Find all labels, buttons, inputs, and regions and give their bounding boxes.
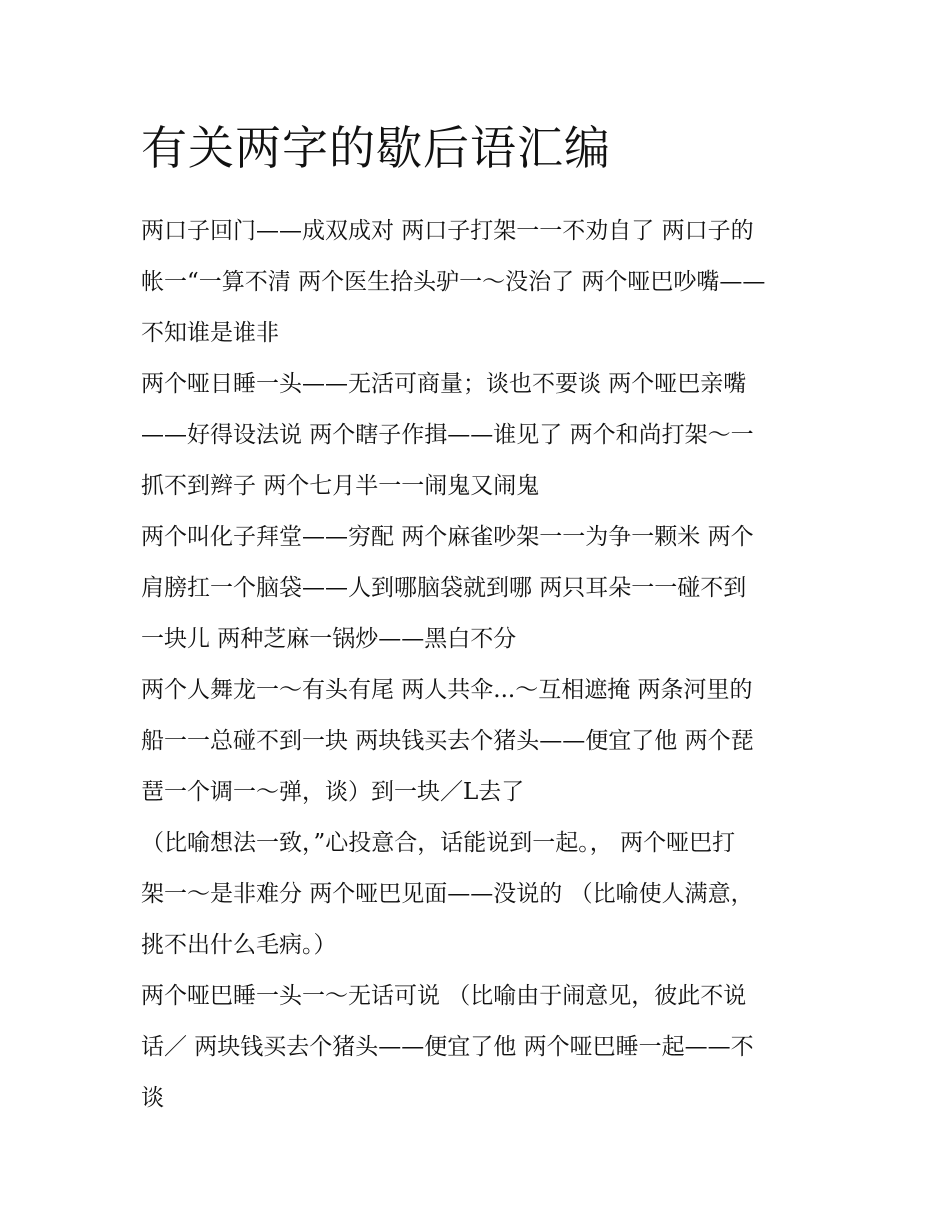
document-body <box>141 206 821 1124</box>
body-line: 两个哑巴睡一头一～无话可说 （比喻由于闹意见，彼此不说 <box>141 983 747 1009</box>
body-line: 架一～是非难分 两个哑巴见面——没说的 （比喻使人满意， <box>141 881 754 907</box>
body-line: 肩膀扛一个脑袋——人到哪脑袋就到哪 两只耳朵一一碰不到 <box>141 575 747 601</box>
body-line: 不知谁是谁非 <box>141 320 279 346</box>
body-line: （比喻想法一致，”心投意合，话能说到一起。， 两个哑巴打 <box>141 830 736 856</box>
body-line: ——好得设法说 两个瞎子作揖——谁见了 两个和尚打架～一 <box>141 422 754 448</box>
body-line: 谈 <box>141 1085 164 1111</box>
body-line: 帐一“一算不清 两个医生拾头驴一～没治了 两个哑巴吵嘴—— <box>141 269 766 295</box>
body-line: 琶一个调一～弹，谈）到一块／L去了 <box>141 779 525 805</box>
body-line: 船一一总碰不到一块 两块钱买去个猪头——便宜了他 两个琵 <box>141 728 754 754</box>
document-title: 有关两字的歇后语汇编 <box>141 121 611 175</box>
body-line: 两个人舞龙一～有头有尾 两人共伞...～互相遮掩 两条河里的 <box>141 677 753 703</box>
document-page <box>141 118 821 1124</box>
body-line: 两口子回门——成双成对 两口子打架一一不劝自了 两口子的 <box>141 218 754 244</box>
body-line: 抓不到辫子 两个七月半一一闹鬼又闹鬼 <box>141 473 540 499</box>
body-line: 挑不出什么毛病。） <box>141 932 337 958</box>
body-line: 两个叫化子拜堂——穷配 两个麻雀吵架一一为争一颗米 两个 <box>141 524 754 550</box>
body-line: 两个哑日睡一头——无活可商量；谈也不要谈 两个哑巴亲嘴 <box>141 371 747 397</box>
body-line: 一块儿 两种芝麻一锅炒——黑白不分 <box>141 626 517 652</box>
body-line: 话／ 两块钱买去个猪头——便宜了他 两个哑巴睡一起——不 <box>141 1034 754 1060</box>
